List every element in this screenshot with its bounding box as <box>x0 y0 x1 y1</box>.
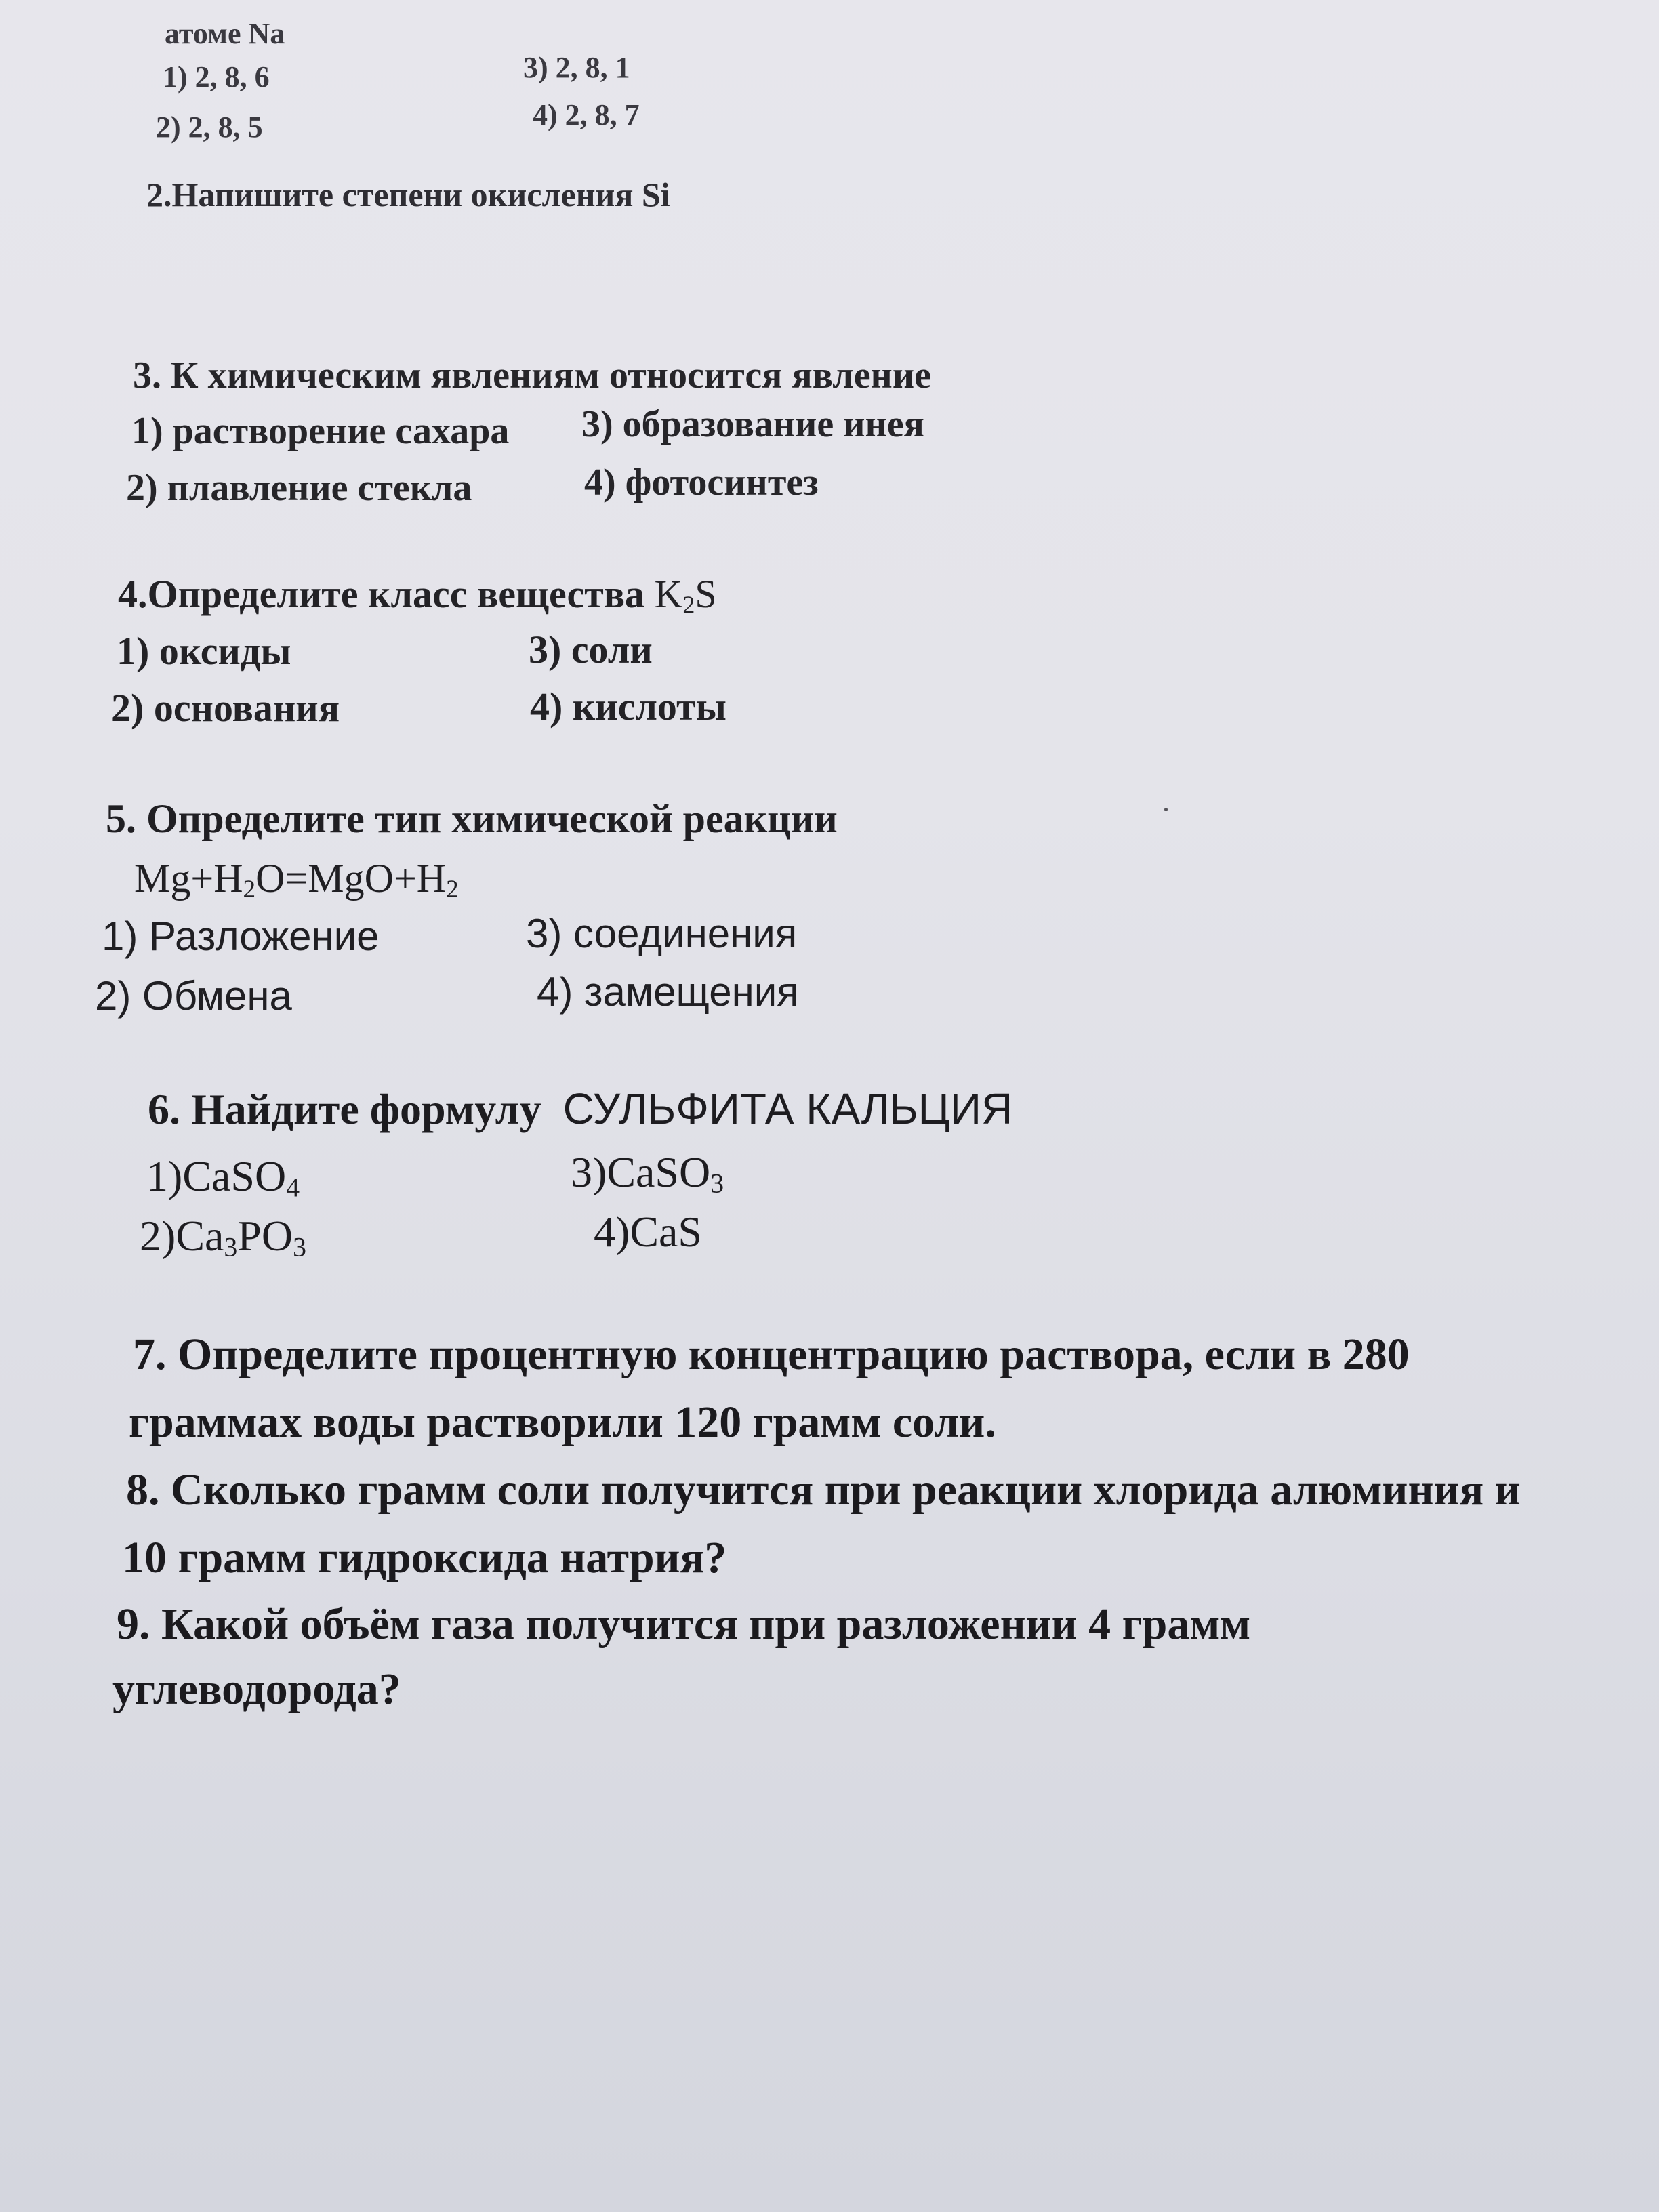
q6-option-3: 3)CaSO$_3$ <box>571 1148 724 1199</box>
q2-text: 2.Напишите степени окисления Si <box>146 176 670 213</box>
q3-option-3: 3) образование инея <box>581 403 924 445</box>
q4-formula: $K_2S$ <box>654 572 717 618</box>
q5-option-4 <box>537 969 799 1015</box>
q1-option-4: 4) 2, 8, 7 <box>533 98 640 131</box>
paper-speck <box>1164 808 1168 811</box>
q1-option-1: 1) 2, 8, 6 <box>163 60 270 94</box>
q4-option-3: 3) соли <box>529 628 653 672</box>
q9-line-1: 9. Какой объём газа получится при разложении 4 грамм <box>117 1599 1251 1649</box>
q5-option-2-label: 2) Обмена <box>95 973 292 1019</box>
q7-line-1: 7. Определите процентную концентрацию раствора, если в 280 <box>133 1330 1410 1379</box>
q7-line-2: граммах воды растворили 120 грамм соли. <box>129 1397 996 1447</box>
q3-option-1: 1) растворение сахара <box>131 410 510 452</box>
q5-option-2 <box>95 973 292 1019</box>
q6-option-2: $2)Ca_3PO_3$ <box>140 1212 306 1263</box>
q5-option-3 <box>526 911 798 956</box>
q5-equation: $Mg+H_2O=MgO+H_2$ <box>134 856 459 904</box>
q8-line-1: 8. Сколько грамм соли получится при реакции хлорида алюминия и <box>126 1465 1521 1515</box>
q6-text: 6. Найдите формулу СУЛЬФИТА КАЛЬЦИЯ <box>148 1084 1013 1133</box>
q8-line-2: 10 грамм гидроксида натрия? <box>122 1533 727 1582</box>
q5-option-3-label: 3) соединения <box>526 911 798 956</box>
q1-option-3: 3) 2, 8, 1 <box>523 51 630 84</box>
q1-text-tail: атоме Na <box>165 17 285 50</box>
q6-option-4: 4)CaS <box>594 1208 702 1256</box>
q1-option-2: 2) 2, 8, 5 <box>156 110 263 144</box>
q4-option-1: 1) оксиды <box>117 629 291 673</box>
q9-line-2: углеводорода? <box>112 1664 401 1714</box>
q3-option-2: 2) плавление стекла <box>126 467 472 509</box>
q4-text: 4.Определите класс вещества $K_2S$ <box>118 572 717 618</box>
q5-text: 5. Определите тип химической реакции <box>106 796 838 841</box>
q6-compound: СУЛЬФИТА КАЛЬЦИЯ <box>562 1084 1013 1133</box>
q4-option-4: 4) кислоты <box>530 684 726 729</box>
q3-option-4: 4) фотосинтез <box>584 462 819 504</box>
q4-option-2: 2) основания <box>111 686 340 730</box>
q5-option-1-label: 1) Разложение <box>102 914 380 959</box>
q6-option-1: 1)CaSO$_4$ <box>146 1152 300 1203</box>
q5-option-1 <box>102 916 379 957</box>
q3-text: 3. К химическим явлениям относится явление <box>133 354 931 396</box>
q5-option-4-label: 4) замещения <box>537 969 799 1015</box>
